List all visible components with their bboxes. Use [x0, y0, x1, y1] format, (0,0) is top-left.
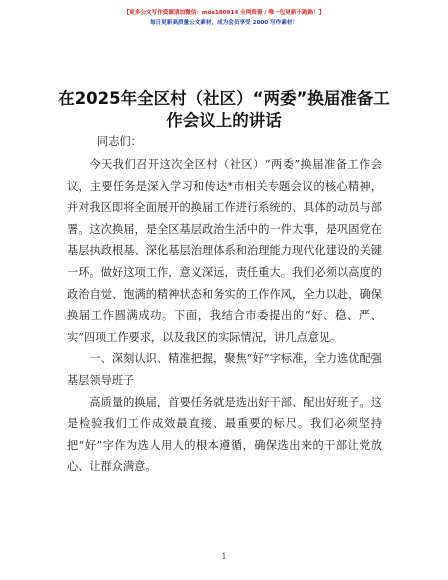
- body-paragraph-section-1: 高质量的换届，首要任务就是选出好干部、配出好班子。这是检验我们工作成效最直接、最重要的标尺。我们必须坚持把“好”字作为选人用人的根本遵循，确保选出来的干部让党放心、让群众满意。: [67, 395, 382, 474]
- promo-banner-line-1: 【更多公文写作资源请加微信：mos180914 全网资源 / 唯一包更新不跑路！】: [123, 10, 325, 16]
- body-paragraph-intro: 今天我们召开这次全区村（社区）“两委”换届准备工作会议，主要任务是深入学习和传达*市相关专题会议的核心精神，并对我区即将全面展开的换届工作进行系统的、具体的动员与部署。这次换届，是全区基层政治生活中的一件大事，是巩固党在基层执政根基、深化基层治理体系和治理能力现代化建设的关键一环。做好这项工作，意义深远，责任重大。我们必须以高度的政治自觉、饱满的精神状态和务实的工作作风，全力以赴，确保换届工作圆满成功。下面，我结合市委提出的“好、稳、严、实”四项工作要求，以及我区的实际情况，讲几点意见。: [67, 158, 382, 344]
- promo-banner-line-2: 每日更新高质量公文素材，成为会员享受 2000 写作素材！: [149, 20, 299, 26]
- section-heading-1: 一、深刻认识、精准把握，聚焦“好”字标准，全力选优配强基层领导班子: [67, 352, 382, 387]
- page-number: 1: [221, 552, 227, 561]
- greeting: 同志们：: [97, 135, 142, 148]
- document-title: 在2025年全区村（社区）“两委”换届准备工作会议上的讲话: [58, 89, 390, 130]
- document-body: [67, 154, 382, 478]
